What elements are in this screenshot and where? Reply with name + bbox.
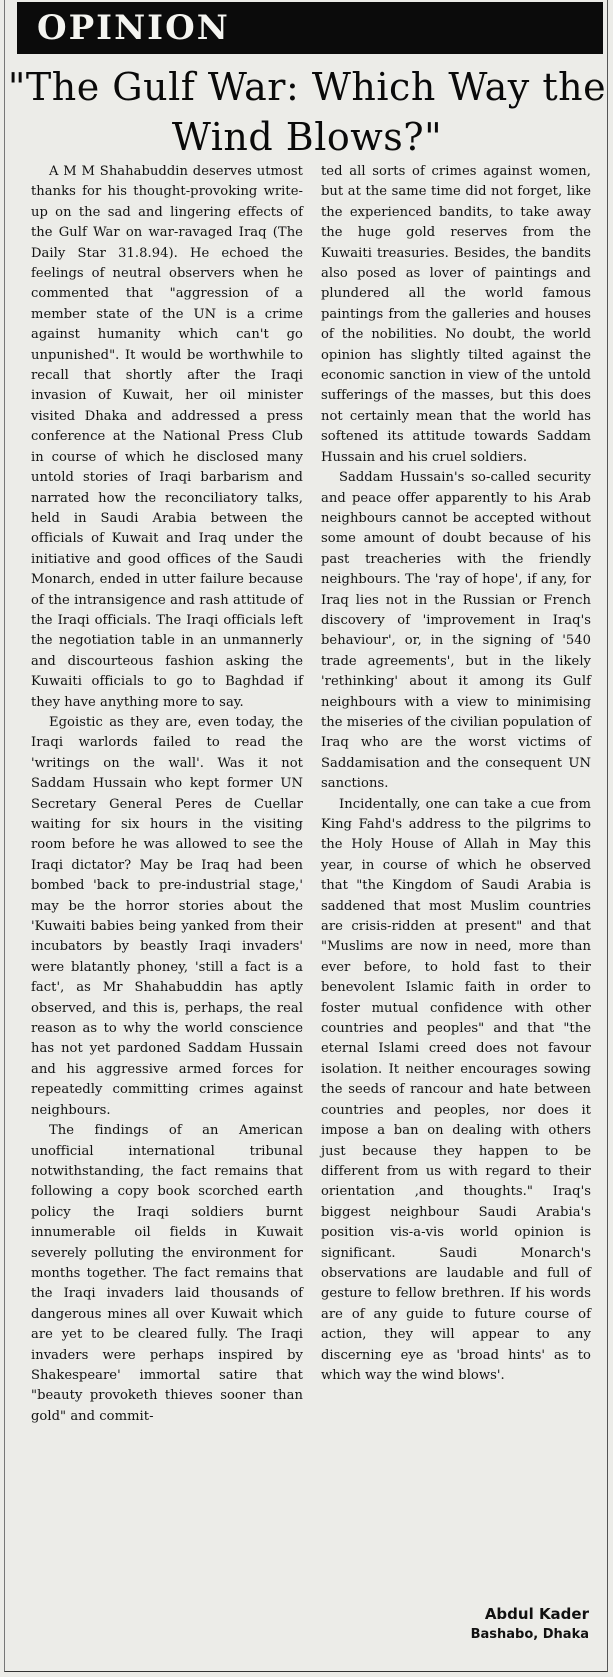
column-divider [310, 162, 311, 1602]
article-paragraph: Incidentally, one can take a cue from King Fahd's address to the pilgrims to the Holy House of Allah in May this year, in course of which he observed that "the Kingdom of Saudi Arabia is saddened that most Muslim countries are crisis-ridden at present" and that "Muslims are now in need, more than ever before, to hold fast to their benevolent Islamic faith in order to foster mutual confidence with other countries and peoples" and that "the eternal Islami creed does not favour isolation. It neither encourages sowing the seeds of rancour and hate between countries and peoples, nor does it impose a ban on dealing with others just because they happen to be different from us with regard to their orientation ,and thoughts." Iraq's biggest neighbour Saudi Arabia's position vis-a-vis world opinion is significant. Saudi Monarch's observations are laudable and full of gesture to fellow brethren. If his words are of any guide to future course of action, they will appear to any discerning eye as 'broad hints' as to which way the wind blows'. [321, 796, 591, 1383]
article-paragraph: A M M Shahabuddin deserves utmost thanks for his thought-provoking write-up on the sad and lingering effects of the Gulf War on war-ravaged Iraq (The Daily Star 31.8.94). He echoed the feelings of neutral observers when he commented that "aggression of a member state of the UN is a crime against humanity which can't go unpunished". It would be worthwhile to recall that shortly after the Iraqi invasion of Kuwait, her oil minister visited Dhaka and addressed a press conference at the National Press Club in course of which he disclosed many untold stories of Iraqi barbarism and narrated how the reconciliatory talks, held in Saudi Arabia between the officials of Kuwait and Iraq under the initiative and good offices of the Saudi Monarch, ended in utter failure because of the intransigence and rash attitude of the Iraqi officials. The Iraqi officials left the negotiation table in an unmannerly and discourteous fashion asking the Kuwaiti officials to go to Baghdad if they have anything more to say. [31, 164, 303, 710]
author-signature [471, 1603, 589, 1645]
article-column-left [31, 162, 303, 1427]
author-name: Abdul Kader [484, 1605, 589, 1623]
newspaper-clipping [4, 0, 608, 1672]
article-headline: "The Gulf War: Which Way the Wind Blows?" [7, 65, 607, 159]
article-paragraph: The findings of an American unofficial international tribunal notwithstanding, the fact remains that following a copy book scorched earth policy the Iraqi soldiers burnt innumerable oil fields in Kuwait severely polluting the environment for months together. The fact remains that the Iraqi invaders laid thousands of dangerous mines all over Kuwait which are yet to be cleared fully. The Iraqi invaders were perhaps inspired by Shakespeare' immortal satire that "beauty provoketh thieves sooner than gold" and commit- [31, 1123, 303, 1424]
article-paragraph: Saddam Hussain's so-called security and peace offer apparently to his Arab neighbours cannot be accepted without some amount of doubt because of his past treacheries with the friendly neighbours. The 'ray of hope', if any, for Iraq lies not in the Russian or French discovery of 'improvement in Iraq's behaviour', or, in the signing of '540 trade agreements', but in the likely 'rethinking' about it among its Gulf neighbours with a view to minimising the miseries of the civilian population of Iraq who are the worst victims of Saddamisation and the consequent UN sanctions. [321, 470, 591, 792]
article-column-right [321, 162, 591, 1386]
author-location: Bashabo, Dhaka [470, 1627, 589, 1642]
section-label: OPINION [37, 8, 230, 48]
article-paragraph: Egoistic as they are, even today, the Iraqi warlords failed to read the 'writings on the wall'. Was it not Saddam Hussain who kept former UN Secretary General Peres de Cuellar waiting for six hours in the visiting room before he was allowed to see the Iraqi dictator? May be Iraq had been bombed 'back to pre-industrial stage,' may be the horror stories about the 'Kuwaiti babies being yanked from their incubators by beastly Iraqi invaders' were blatantly phoney, 'still a fact is a fact', as Mr Shahabuddin has aptly observed, and this is, perhaps, the real reason as to why the world conscience has not yet pardoned Saddam Hussain and his aggressive armed forces for repeatedly committing crimes against neighbours. [31, 714, 303, 1118]
article-paragraph: ted all sorts of crimes against women, but at the same time did not forget, like the experienced bandits, to take away the huge gold reserves from the Kuwaiti treasuries. Besides, the bandits also posed as lover of paintings and plundered all the world famous paintings from the galleries and houses of the nobilities. No doubt, the world opinion has slightly tilted against the economic sanction in view of the untold sufferings of the masses, but this does not certainly mean that the world has softened its attitude towards Saddam Hussain and his cruel soldiers. [321, 164, 591, 465]
section-banner [17, 2, 603, 54]
